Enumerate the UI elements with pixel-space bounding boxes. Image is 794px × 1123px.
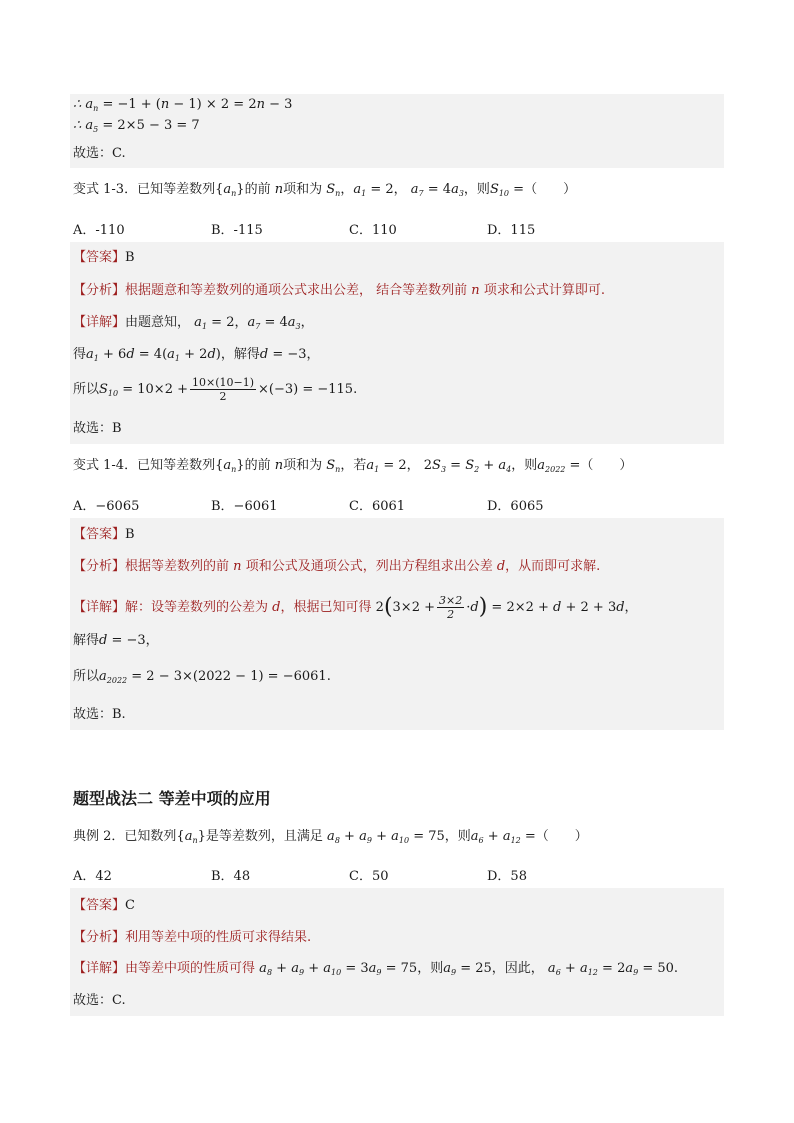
answer-block-q14 (70, 518, 724, 730)
derivation-line-1: ∴ $a_n = -1 + (n - 1) \times 2 = 2n - 3$ (73, 97, 293, 113)
question-1-4-stem: 变式 1-4．已知等差数列$\{a_n\}$的前 n项和为 $S_n$，若$a_1 = 2$， $2S_3 = S_2 + a_4$，则$a_{2022}$ =（ ） (73, 458, 633, 474)
option-d: D．58 (487, 869, 527, 884)
q13-sum: 所以$S_{10} = 10\times 2$ + $\frac{10\times(10-1)}{2}$ ×(−3) = −115. (73, 376, 358, 403)
ex2-analysis: 【分析】利用等差中项的性质可求得结果. (73, 930, 312, 945)
q14-analysis: 【分析】根据等差数列的前 n 项和公式及通项公式，列出方程组求出公差 d，从而即可求解. (73, 559, 601, 574)
q13-detail: 【详解】由题意知， $a_1 = 2$，$a_7 = 4a_3$， (73, 315, 314, 331)
option-d: D．6065 (487, 499, 544, 514)
ex2-answer: 【答案】C (73, 898, 135, 913)
section-title: 题型战法二 等差中项的应用 (73, 789, 271, 808)
example-2-stem: 典例 2．已知数列$\{a_n\}$是等差数列，且满足 $a_8 + a_9 + a_{10} = 75$，则$a_6 + a_{12}$ =（ ） (73, 829, 588, 845)
option-c: C．6061 (349, 499, 406, 514)
option-d: D．115 (487, 223, 536, 238)
option-c: C．110 (349, 223, 397, 238)
answer-block-q13 (70, 242, 724, 444)
ex2-choice: 故选：C. (73, 993, 126, 1008)
q13-analysis: 【分析】根据题意和等差数列的通项公式求出公差， 结合等差数列前 n 项求和公式计算即可. (73, 283, 605, 298)
q13-equation: 得$a_1 + 6d = 4(a_1 + 2d)$，解得d = −3， (73, 347, 320, 363)
answer-block-ex2 (70, 888, 724, 1016)
option-a: A．-110 (73, 223, 125, 238)
option-a: A．−6065 (73, 499, 140, 514)
ex2-detail: 【详解】由等差中项的性质可得 $a_8 + a_9 + a_{10} = 3a_9 = 75$，则$a_9 = 25$，因此， $a_6 + a_{12} = 2a_9 = 50$. (73, 961, 679, 977)
example-2-options (73, 865, 673, 884)
option-c: C．50 (349, 869, 389, 884)
question-1-3-stem: 变式 1-3．已知等差数列$\{a_n\}$的前 n项和为 $S_n$，$a_1 = 2$， $a_7 = 4a_3$，则$S_{10}$ =（ ） (73, 182, 577, 198)
question-1-3-options (73, 219, 673, 238)
q14-detail: 【详解】解：设等差数列的公差为 d，根据已知可得 2(3×2 + $\frac{3\times 2}{2}$ ·d) = 2×2 + d + 2 + 3d， (73, 594, 638, 621)
q14-answer: 【答案】B (73, 527, 135, 542)
option-b: B．48 (211, 869, 251, 884)
derivation-line-2: ∴ $a_5 = 2\times 5 - 3 = 7$ (73, 118, 200, 134)
top-choice: 故选：C. (73, 146, 126, 161)
q14-solve: 解得d = −3， (73, 633, 159, 648)
q14-result: 所以$a_{2022} = 2 - 3\times(2022 - 1) = -6061$. (73, 669, 331, 685)
q13-answer: 【答案】B (73, 250, 135, 265)
q14-choice: 故选：B. (73, 707, 126, 722)
option-a: A．42 (73, 869, 112, 884)
option-b: B．-115 (211, 223, 263, 238)
option-b: B．−6061 (211, 499, 278, 514)
question-1-4-options (73, 495, 673, 514)
q13-choice: 故选：B (73, 421, 122, 436)
